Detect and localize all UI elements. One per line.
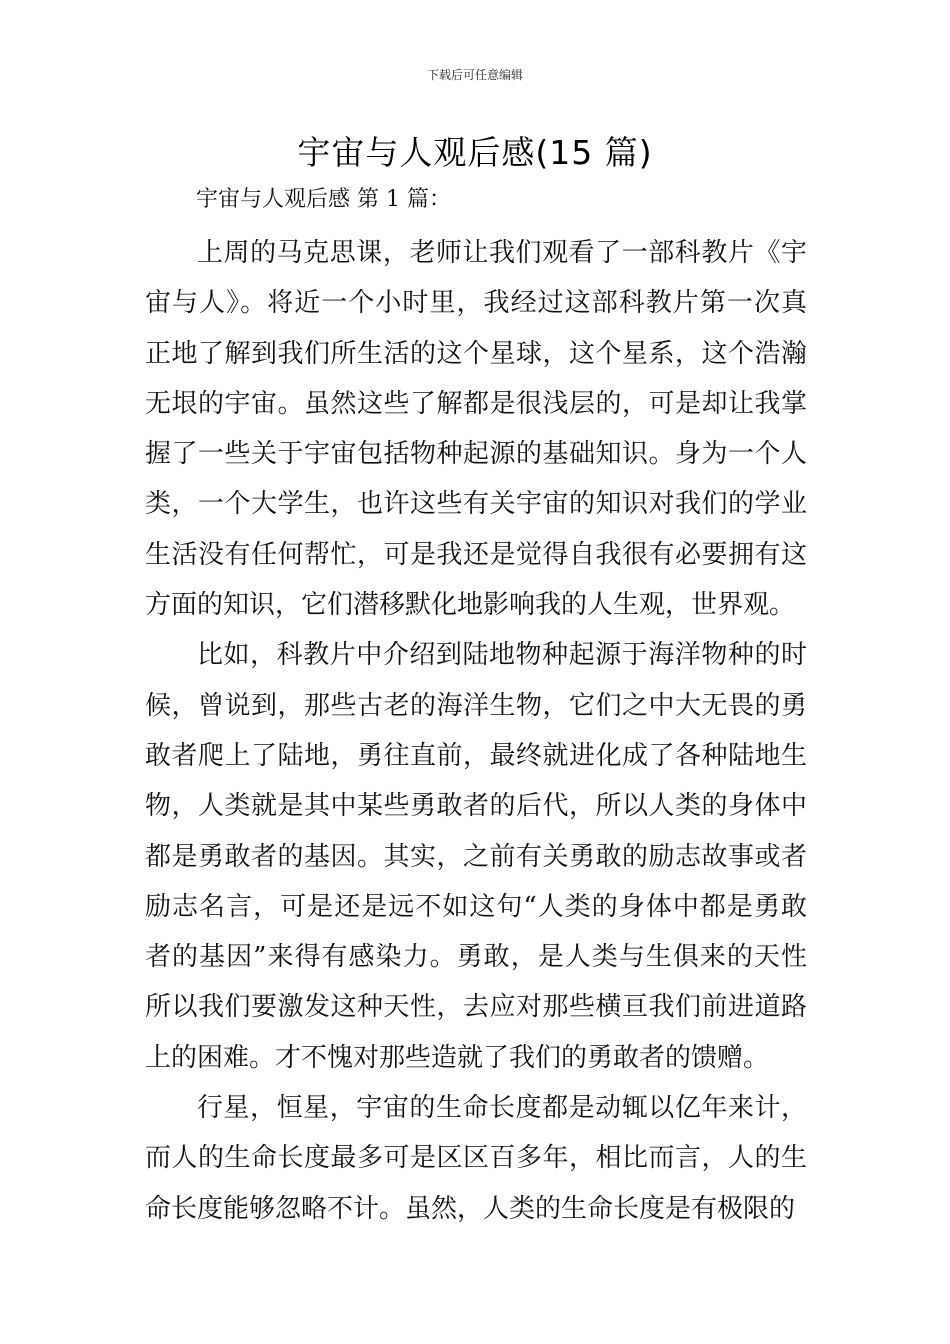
header-note: 下载后可任意编辑 (426, 68, 523, 82)
section-heading: 宇宙与人观后感 第 1 篇： (196, 187, 451, 212)
paragraph: 比如，科教片中介绍到陆地物种起源于海洋物种的时候，曾说到，那些古老的海洋生物，它们之中大无畏的勇敢者爬上了陆地，勇往直前，最终就进化成了各种陆地生物，人类就是其中某些勇敢者的后代，所以人类的身体中都是勇敢者的基因。其实，之前有关勇敢的励志故事或者励志名言，可是还是远不如这句“人类的身体中都是勇敢者的基因”来得有感染力。勇敢，是人类与生俱来的天性所以我们要激发这种天性，去应对那些横亘我们前进道路上的困难。才不愧对那些造就了我们的勇敢者的馈赠。 (145, 640, 807, 1073)
paragraph: 上周的马克思课，老师让我们观看了一部科教片《宇宙与人》。将近一个小时里，我经过这部科教片第一次真正地了解到我们所生活的这个星球，这个星系，这个浩瀚无垠的宇宙。虽然这些了解都是很浅层的，可是却让我掌握了一些关于宇宙包括物种起源的基础知识。身为一个人类，一个大学生，也许这些有关宇宙的知识对我们的学业生活没有任何帮忙，可是我还是觉得自我很有必要拥有这方面的知识，它们潜移默化地影响我的人生观，世界观。 (145, 238, 807, 621)
document-title: 宇宙与人观后感(15 篇) (297, 133, 653, 172)
document-body (145, 228, 807, 1234)
paragraph: 行星，恒星，宇宙的生命长度都是动辄以亿年来计，而人的生命长度最多可是区区百多年，相比而言，人的生命长度能够忽略不计。虽然，人类的生命长度是有极限的 (145, 1093, 807, 1224)
